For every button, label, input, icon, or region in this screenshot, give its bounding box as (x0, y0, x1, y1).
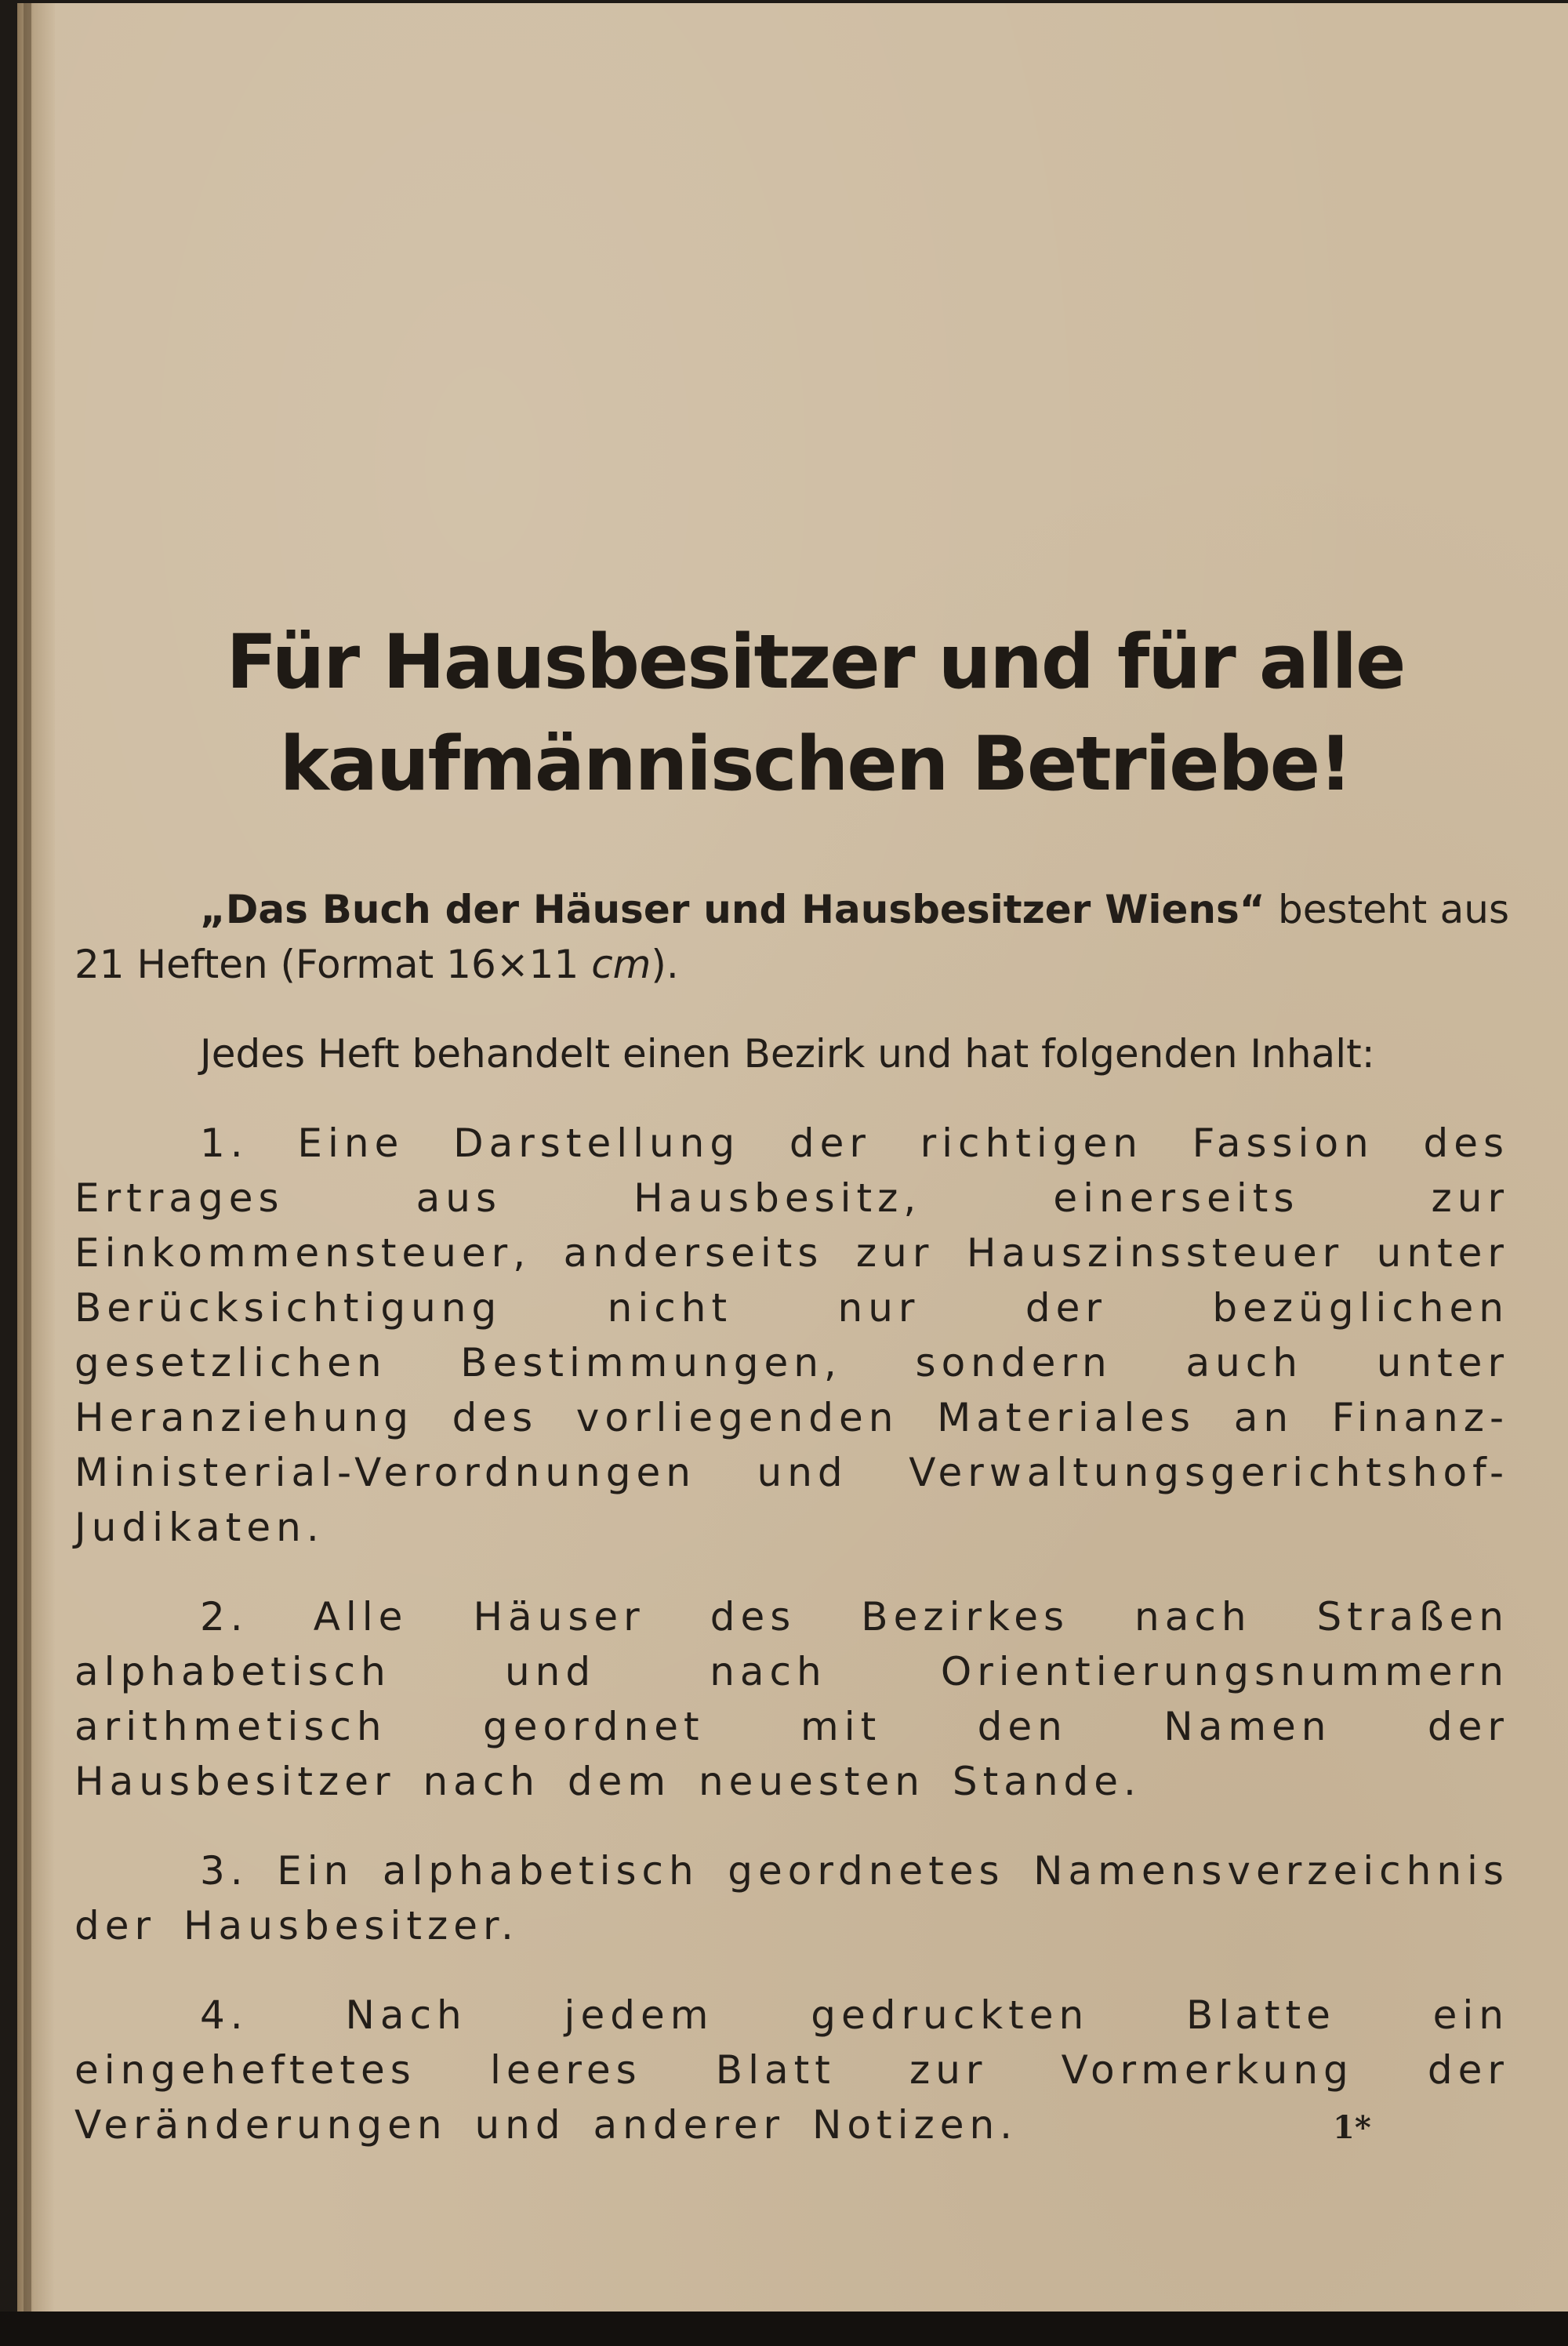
body-text (74, 882, 1509, 2152)
page-number: 1* (1333, 2109, 1371, 2146)
intro-paragraph (74, 882, 1509, 992)
page-title (78, 612, 1552, 815)
book-title: „Das Buch der Häuser und Hausbesitzer Wiens“ (200, 887, 1265, 932)
list-item-1: 1. Eine Darstellung der richtigen Fassion des Ertrages aus Hausbesitz, einerseits zur Einkommensteuer, anderseits zur Hauszinssteuer unter Berücksichtigung nicht nur der bezüglichen gesetzlichen Bestimmungen, sondern auch unter Heranziehung des vorliegenden Materiales an Finanz-Ministerial-Verordnungen und Verwaltungsgerichtshof-Judikaten. (74, 1120, 1509, 1550)
title-line-1: Für Hausbesitzer und für alle (226, 619, 1405, 706)
list-item-3: 3. Ein alphabetisch geordnetes Namensverzeichnis der Hausbesitzer. (74, 1848, 1509, 1948)
scan-bottom-edge (0, 2312, 1568, 2346)
list-item-2: 2. Alle Häuser des Bezirkes nach Straßen alphabetisch und nach Orientierungsnummern arithmetisch geordnet mit den Namen der Hausbesitzer nach dem neuesten Stande. (74, 1594, 1509, 1804)
binding-edge (24, 3, 31, 2312)
contents-intro: Jedes Heft behandelt einen Bezirk und hat folgenden Inhalt: (200, 1031, 1375, 1077)
unit-cm: cm (591, 942, 652, 987)
intro-text-end: ). (651, 942, 679, 987)
intro-text: besteht aus 21 Heften (Format 16×11 (74, 887, 1509, 987)
title-line-2: kaufmännischen Betriebe! (279, 721, 1352, 808)
list-item-4: 4. Nach jedem gedruckten Blatte ein eingeheftetes leeres Blatt zur Vormerkung der Veränderungen und anderer Notizen. (74, 1992, 1509, 2148)
